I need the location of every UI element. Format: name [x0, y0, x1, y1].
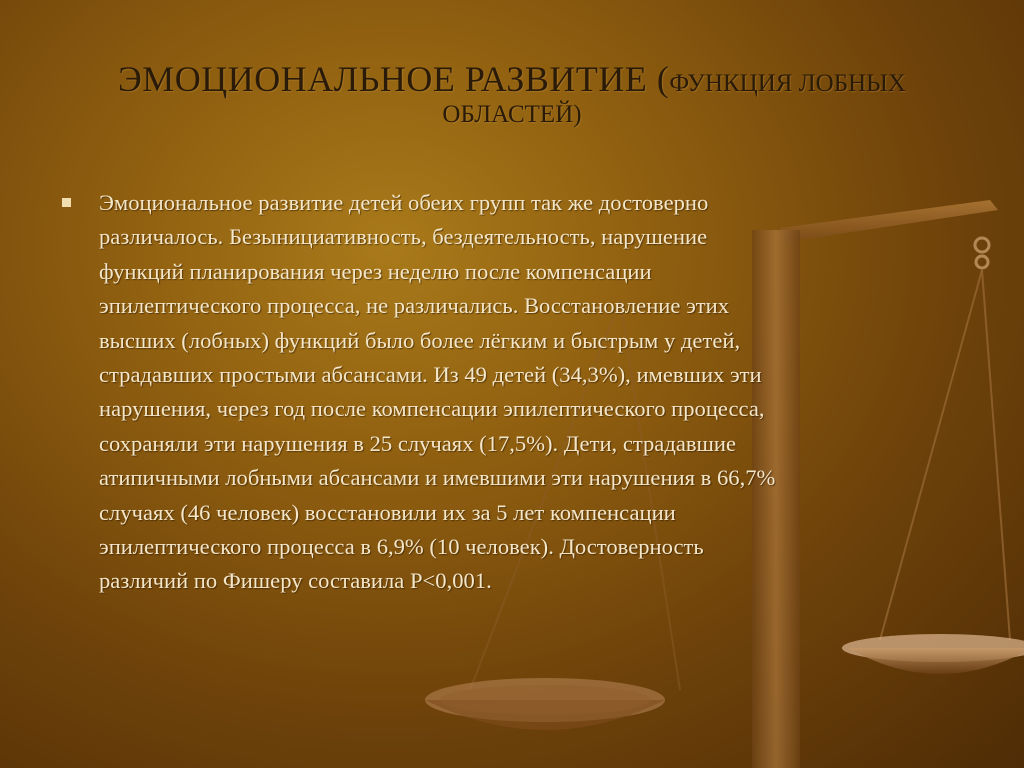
- bullet-item: [62, 186, 962, 599]
- bullet-line: случаях (46 человек) восстановили их за 5 лет компенсации: [99, 499, 676, 525]
- bullet-line: атипичными лобными абсансами и имевшими эти нарушения в 66,7%: [99, 465, 776, 491]
- bullet-text: [99, 186, 775, 599]
- bullet-line: различий по Фишеру составила Р<0,001.: [99, 568, 492, 594]
- title-main: ЭМОЦИОНАЛЬНОЕ РАЗВИТИЕ (: [118, 59, 670, 99]
- bullet-line: нарушения, через год после компенсации эпилептического процесса,: [99, 396, 765, 422]
- title-sub-line1: ФУНКЦИЯ ЛОБНЫХ: [669, 70, 906, 97]
- slide-title: [40, 58, 984, 130]
- bullet-line: эпилептического процесса в 6,9% (10 человек). Достоверность: [99, 534, 704, 560]
- bullet-line: различалось. Безынициативность, бездеятельность, нарушение: [99, 224, 708, 250]
- square-bullet-icon: [62, 198, 71, 207]
- bullet-line: Эмоциональное развитие детей обеих групп так же достоверно: [99, 190, 709, 215]
- title-sub-line2: ОБЛАСТЕЙ): [442, 101, 582, 129]
- bullet-list: [62, 186, 962, 599]
- bullet-line: высших (лобных) функций было более лёгким и быстрым у детей,: [99, 327, 741, 353]
- bullet-line: эпилептического процесса, не различались. Восстановление этих: [99, 293, 730, 319]
- bullet-line: функций планирования через неделю после компенсации: [99, 258, 652, 284]
- bullet-line: страдавших простыми абсансами. Из 49 детей (34,3%), имевших эти: [99, 362, 762, 388]
- bullet-line: сохраняли эти нарушения в 25 случаях (17,5%). Дети, страдавшие: [99, 430, 737, 456]
